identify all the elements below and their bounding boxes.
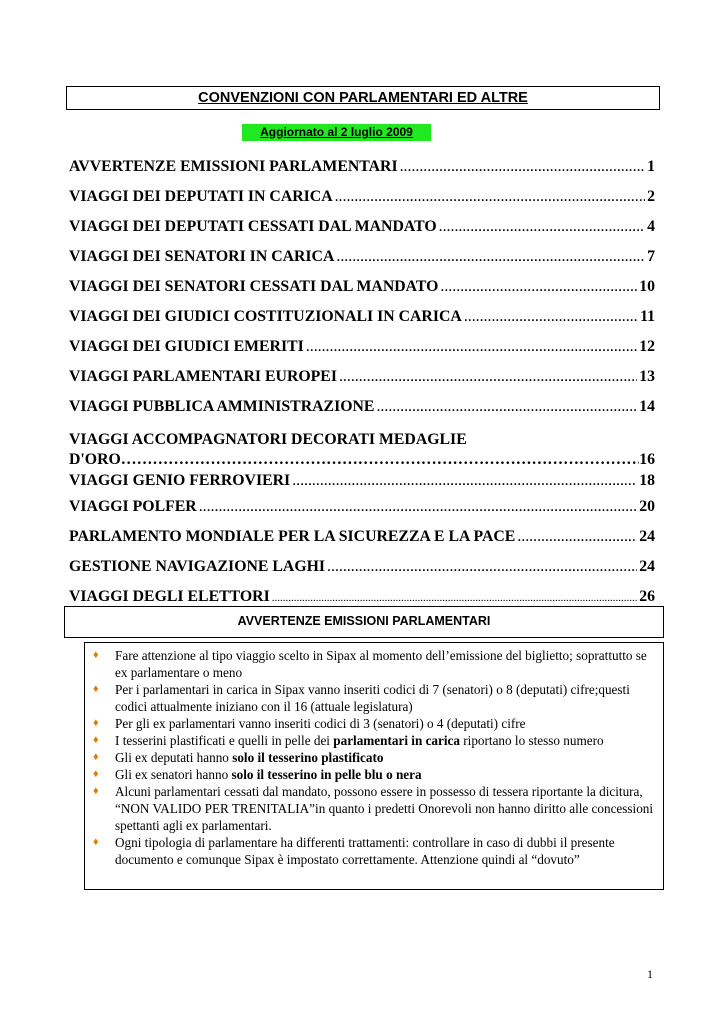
toc-entry[interactable]: [69, 392, 655, 422]
toc-leader-dots: [339, 362, 637, 392]
section-heading: AVVERTENZE EMISSIONI PARLAMENTARI: [64, 606, 664, 638]
note-text: Fare attenzione al tipo viaggio scelto in Sipax al momento dell’emissione del biglietto; soprattutto se ex parlamentare o meno: [115, 648, 647, 680]
toc-entry[interactable]: [69, 242, 655, 272]
note-text: Gli ex senatori hanno: [115, 767, 232, 782]
toc-entry-page: 2: [647, 188, 655, 205]
toc-leader-dots: [517, 522, 637, 552]
note-text: I tesserini plastificati e quelli in pelle dei: [115, 733, 334, 748]
toc-entry-page: 7: [647, 248, 655, 265]
toc-entry-label: VIAGGI DEGLI ELETTORI: [69, 588, 270, 605]
toc-entry-label: VIAGGI POLFER: [69, 498, 197, 515]
list-item: [93, 647, 655, 681]
toc-entry[interactable]: [69, 362, 655, 392]
toc-entry-page: 14: [639, 398, 655, 415]
toc-entry[interactable]: [69, 522, 655, 552]
toc-entry-label: PARLAMENTO MONDIALE PER LA SICUREZZA E LA PACE: [69, 528, 516, 545]
list-item: [93, 732, 655, 749]
toc-entry-page: 20: [639, 498, 655, 515]
diamond-bullet-icon: ♦: [93, 717, 99, 729]
diamond-bullet-icon: ♦: [93, 836, 99, 848]
diamond-bullet-icon: ♦: [93, 785, 99, 797]
notes-list: [93, 647, 655, 868]
toc-entry-label: VIAGGI DEI GIUDICI COSTITUZIONALI IN CARICA: [69, 308, 462, 325]
toc-leader-dots: [121, 450, 639, 470]
note-bold-text: parlamentari in carica: [333, 733, 460, 748]
toc-entry-page: 13: [639, 368, 655, 385]
toc-entry[interactable]: [69, 212, 655, 242]
toc-entry-page: 26: [639, 588, 655, 605]
note-text: riportano lo stesso numero: [459, 733, 604, 748]
table-of-contents: [69, 152, 655, 612]
note-text: Gli ex deputati hanno: [115, 750, 233, 765]
note-text: Alcuni parlamentari cessati dal mandato, possono essere in possesso di tessera riportante la dicitura, “NON VALIDO PER TRENITALIA”in quanto i predetti Onorevoli non hanno diritto alle concessioni spettanti agli ex parlamentari.: [115, 784, 654, 833]
toc-leader-dots: [464, 302, 638, 332]
toc-entry-label: GESTIONE NAVIGAZIONE LAGHI: [69, 558, 326, 575]
list-item: [93, 783, 655, 834]
toc-leader-dots: [306, 332, 637, 362]
toc-entry[interactable]: [69, 182, 655, 212]
diamond-bullet-icon: ♦: [93, 683, 99, 695]
toc-entry-page: 24: [639, 558, 655, 575]
toc-entry-page: 18: [639, 472, 655, 489]
toc-leader-dots: [439, 212, 645, 242]
toc-entry[interactable]: [69, 302, 655, 332]
toc-entry-page: 16: [639, 451, 655, 468]
toc-entry-label: VIAGGI DEI SENATORI CESSATI DAL MANDATO: [69, 278, 439, 295]
toc-leader-dots: [336, 242, 645, 272]
toc-entry-page: 24: [639, 528, 655, 545]
toc-entry-label: VIAGGI DEI SENATORI IN CARICA: [69, 248, 335, 265]
toc-entry-label: VIAGGI GENIO FERROVIERI: [69, 472, 291, 489]
toc-entry[interactable]: [69, 552, 655, 582]
notes-box: [84, 642, 664, 890]
toc-leader-dots: [327, 552, 637, 582]
toc-leader-dots: [400, 152, 645, 182]
toc-entry[interactable]: [69, 332, 655, 362]
toc-entry-page: 12: [639, 338, 655, 355]
toc-leader-dots: [199, 492, 638, 522]
diamond-bullet-icon: ♦: [93, 734, 99, 746]
note-text: Per i parlamentari in carica in Sipax vanno inseriti codici di 7 (senatori) o 8 (deputati) cifre;questi codici attualmente iniziano con il 16 (attuale legislatura): [115, 682, 630, 714]
toc-leader-dots: [376, 392, 637, 422]
note-text: Ogni tipologia di parlamentare ha differenti trattamenti: controllare in caso di dubbi il presente documento e comunque Sipax è impostato correttamente. Attenzione quindi al “dovuto”: [115, 835, 615, 867]
updated-date-badge: Aggiornato al 2 luglio 2009: [242, 124, 431, 141]
diamond-bullet-icon: ♦: [93, 768, 99, 780]
toc-leader-dots: [440, 272, 637, 302]
diamond-bullet-icon: ♦: [93, 649, 99, 661]
toc-entry-label: VIAGGI PARLAMENTARI EUROPEI: [69, 368, 337, 385]
list-item: [93, 715, 655, 732]
toc-entry-page: 10: [639, 278, 655, 295]
toc-entry[interactable]: [69, 470, 655, 492]
note-text: Per gli ex parlamentari vanno inseriti codici di 3 (senatori) o 4 (deputati) cifre: [115, 716, 526, 731]
toc-entry-label-continued: D'ORO: [69, 451, 121, 468]
toc-entry-label: AVVERTENZE EMISSIONI PARLAMENTARI: [69, 158, 398, 175]
toc-entry-page: 11: [640, 308, 655, 325]
list-item: [93, 834, 655, 868]
toc-entry-label: VIAGGI PUBBLICA AMMINISTRAZIONE: [69, 398, 375, 415]
toc-leader-dots: [292, 470, 637, 492]
page-number: 1: [647, 967, 653, 981]
toc-leader-dots: [335, 182, 645, 212]
toc-entry-page: 1: [647, 158, 655, 175]
toc-entry[interactable]: [69, 152, 655, 182]
note-bold-text: solo il tesserino in pelle blu o nera: [231, 767, 422, 782]
toc-entry-label: VIAGGI DEI DEPUTATI IN CARICA: [69, 188, 333, 205]
toc-entry[interactable]: [69, 422, 655, 470]
document-title: CONVENZIONI CON PARLAMENTARI ED ALTRE: [66, 86, 660, 110]
toc-entry-page: 4: [647, 218, 655, 235]
toc-entry-label: VIAGGI DEI DEPUTATI CESSATI DAL MANDATO: [69, 218, 437, 235]
list-item: [93, 766, 655, 783]
diamond-bullet-icon: ♦: [93, 751, 99, 763]
note-bold-text: solo il tesserino plastificato: [232, 750, 384, 765]
list-item: [93, 749, 655, 766]
list-item: [93, 681, 655, 715]
toc-entry-label: VIAGGI ACCOMPAGNATORI DECORATI MEDAGLIE: [69, 431, 467, 448]
toc-entry[interactable]: [69, 272, 655, 302]
toc-entry-label: VIAGGI DEI GIUDICI EMERITI: [69, 338, 304, 355]
toc-entry[interactable]: [69, 492, 655, 522]
